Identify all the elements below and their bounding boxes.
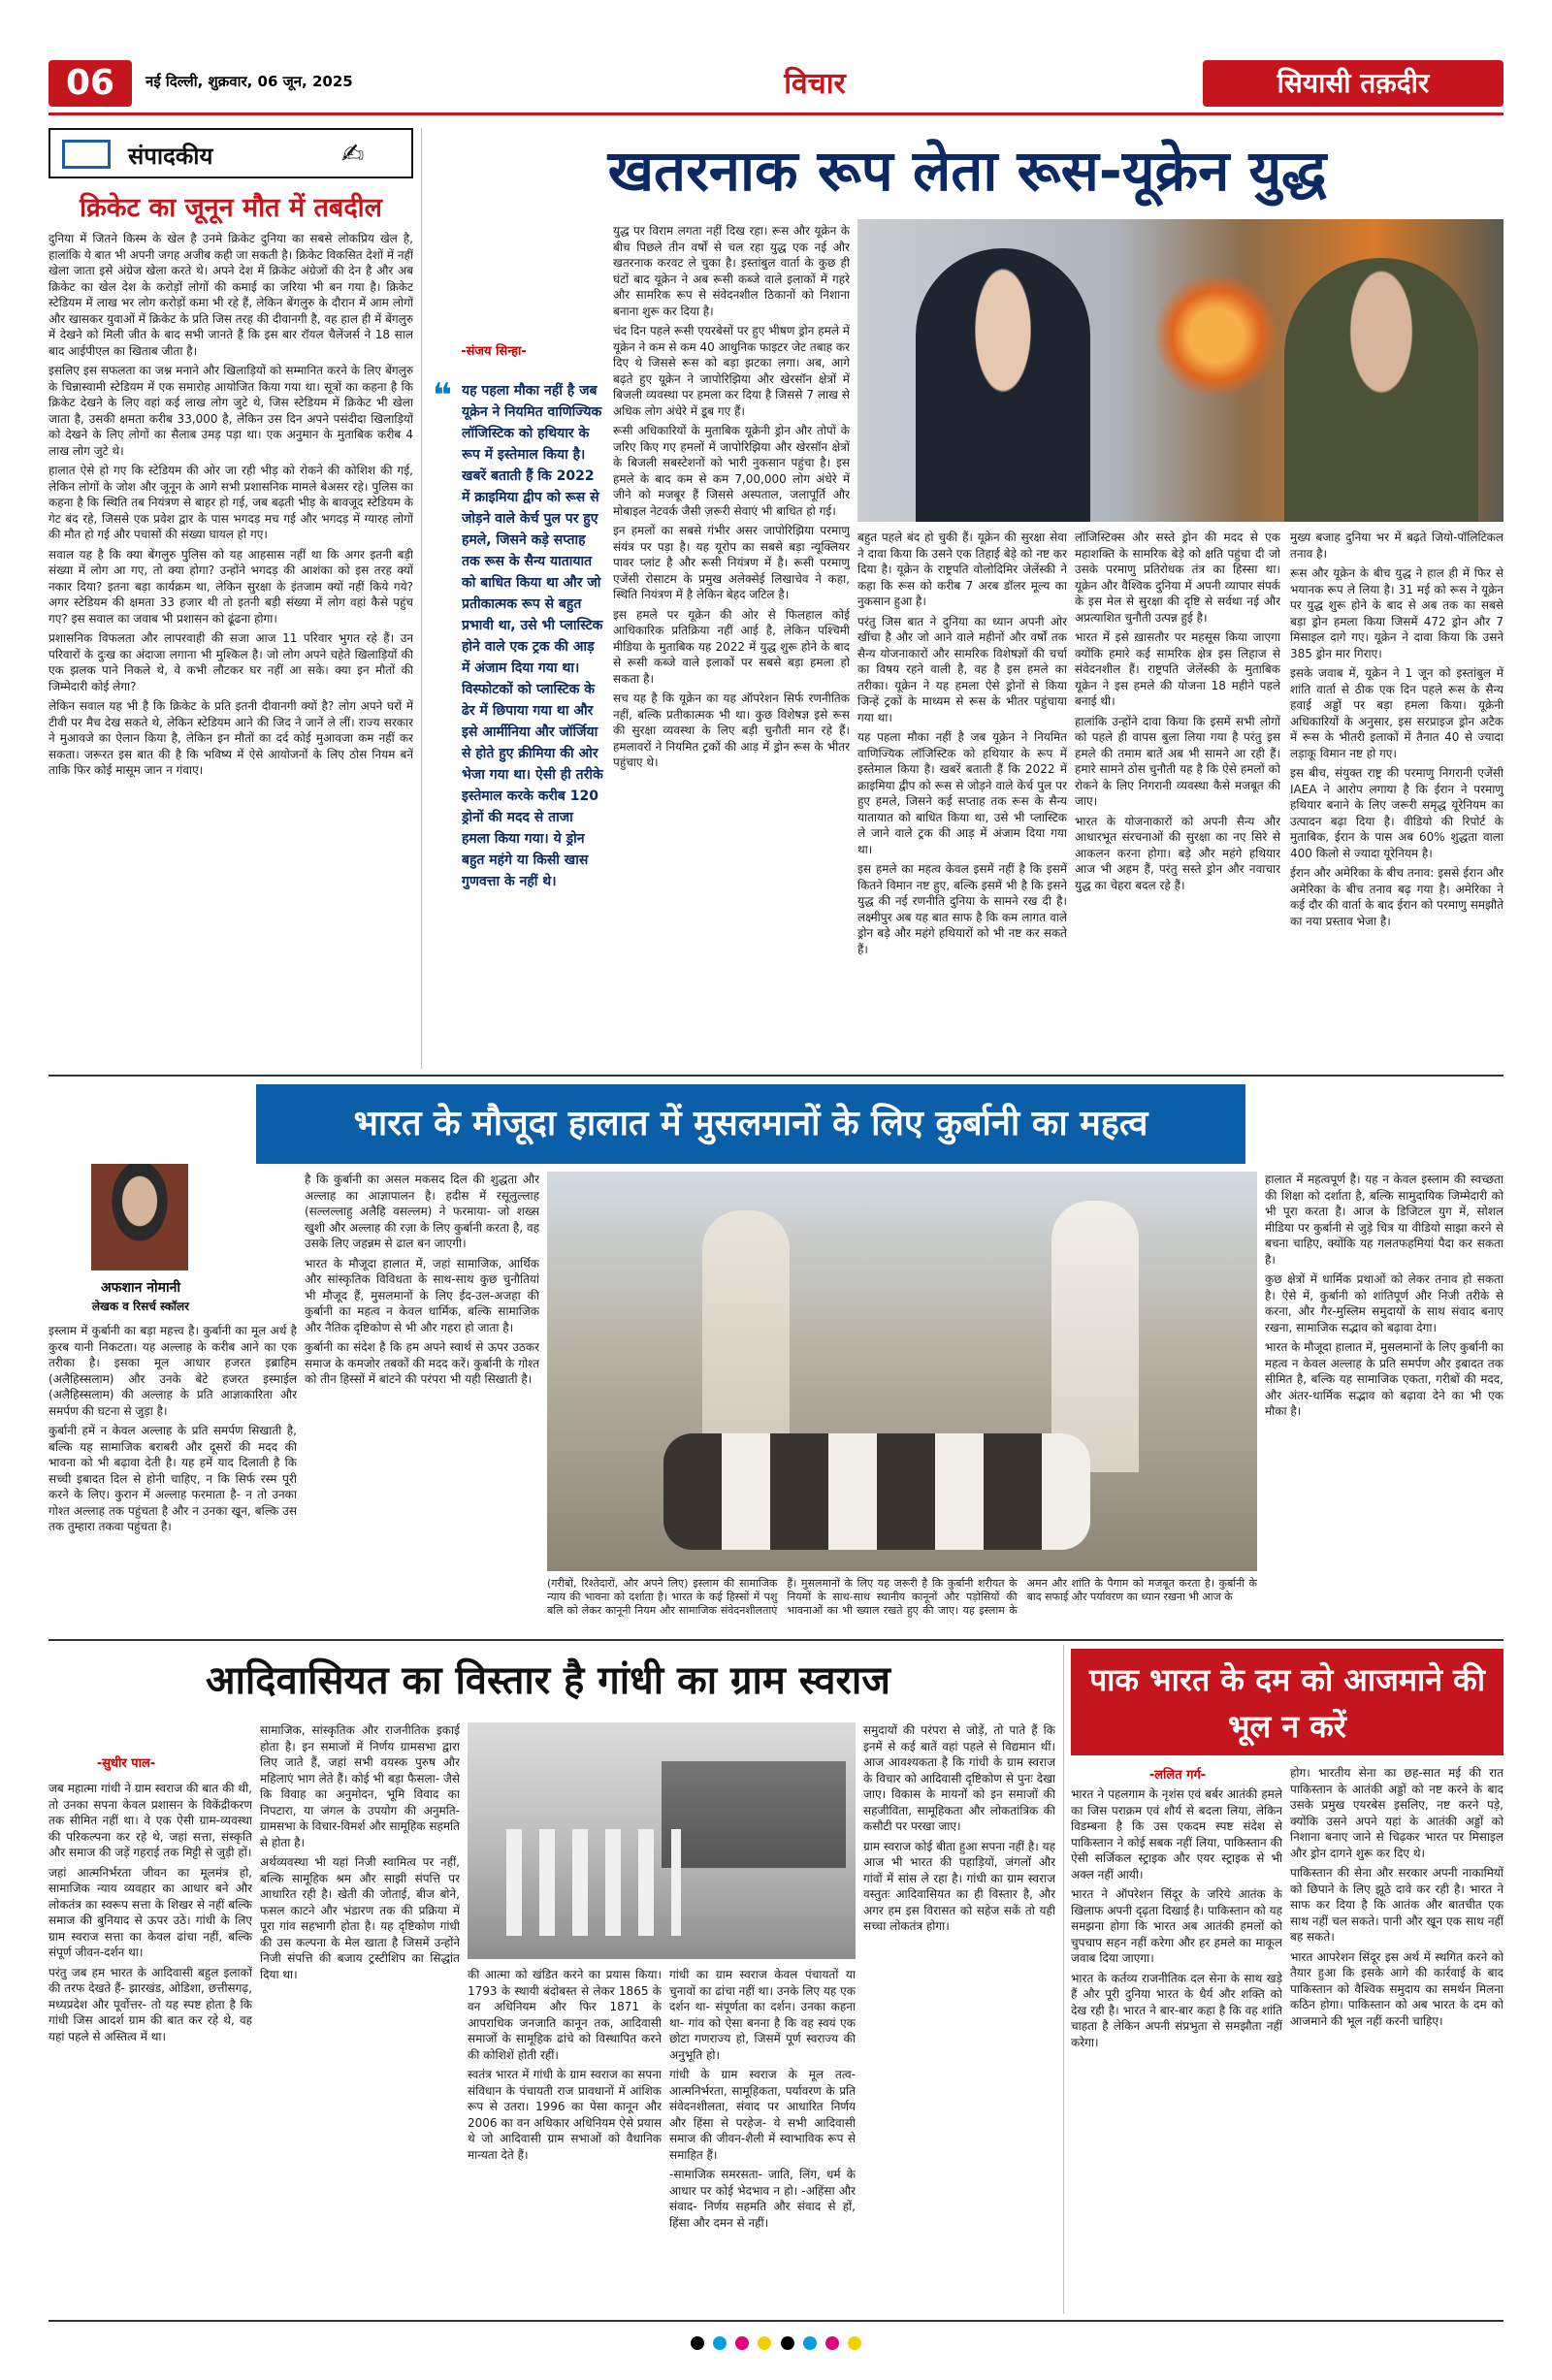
- pak-byline: -ललित गर्ग-: [1148, 1768, 1207, 1783]
- gandhi-photo: [468, 1722, 856, 1959]
- pak-headline-banner: [1071, 1649, 1504, 1755]
- lead-para: इस बीच, संयुक्त राष्ट्र की परमाणु निगरानी एजेंसी IAEA ने आरोप लगाया है कि ईरान ने परमाणु हथियार बनाने के लिए जरूरी समृद्ध यूरेनियम का उत्पादन बढ़ा दिया है। वीडियो की रिपोर्ट के मुताबिक, ईरान के पास अब 60% शुद्धता वाला 400 किलो से ज्यादा यूरेनियम है।: [1290, 766, 1504, 860]
- pak-col-a: [1071, 1786, 1282, 2312]
- lead-col-c: [1075, 530, 1280, 1067]
- pullquote-text: यह पहला मौका नहीं है जब यूक्रेन ने नियमित वाणिज्यिक लॉजिस्टिक को हथियार के रूप में इस्तेमाल किया है। खबरें बताती हैं कि 2022 में क्राइमिया द्वीप को रूस से जोड़ने वाले केर्च पुल पर हुए हमले, जिसने कड़े सप्ताह तक रूस के सैन्य यातायात को बाधित किया था और जो प्रतीकात्मक रूप से बहुत प्रभावी था, उसे भी प्लास्टिक होने वाले एक ट्रक की आड़ में अंजाम दिया गया था। विस्फोटकों को प्लास्टिक के ढेर में छिपाया गया था और इसे आर्मीनिया और जॉर्जिया से होते हुए क्रीमिया की ओर भेजा गया था। ऐसी ही तरीके इस्तेमाल करके करीब 120 ड्रोनों की मदद से ताजा हमला किया गया। ये ड्रोन बहुत महंगे या किसी खास गुणवत्ता के नहीं थे।: [462, 383, 603, 889]
- pen-icon: ✍: [341, 138, 365, 170]
- mid-col-a: [48, 1323, 297, 1631]
- gandhi-col-a: [48, 1781, 252, 2312]
- gandhi-para: -सामाजिक समरसता- जाति, लिंग, धर्म के आधार पर कोई भेदभाव न हो। -अहिंसा और संवाद- निर्णय सहमति और संवाद से हों, हिंसा और दमन से नहीं।: [669, 2168, 856, 2230]
- checkbox-icon: [62, 140, 111, 169]
- dateline: नई दिल्ली, शुक्रवार, 06 जून, 2025: [146, 73, 353, 90]
- editorial-para: लेकिन सवाल यह भी है कि क्रिकेट के प्रति इतनी दीवानगी क्यों है? लोग अपने घरों में टीवी पर मैच देख सकते थे, लेकिन स्टेडियम आने की जिद ने जानें ले लीं। राज्य सरकार ने मुआवजे का ऐलान किया है, लेकिन इन मौतों का दर्द कोई मुआवजा कम नहीं कर सकता। जरूरत इस बात की है कि भविष्य में ऐसे आयोजनों के लिए ठोस नियम बनें ताकि फिर कोई मासूम जान न गंवाए।: [48, 699, 413, 777]
- editorial-label: संपादकीय: [128, 143, 213, 170]
- lead-para: इन हमलों का सबसे गंभीर असर जापोरिझिया परमाणु संयंत्र पर पड़ा है। यह यूरोप का सबसे बड़ा न्यूक्लियर पावर प्लांट है और रूसी नियंत्रण में है। रूसी परमाणु एजेंसी रोसाटम के प्रमुख अलेक्सेई लिखाचेव ने कहा, स्थिति नियंत्रण में है लेकिन बेहद जटिल है।: [613, 524, 850, 601]
- editorial-para: इसलिए इस सफलता का जश्न मनाने और खिलाड़ियों को सम्मानित करने के लिए बेंगलुरु के चिन्नास्वामी स्टेडियम में एक समारोह आयोजित किया गया था। सूत्रों का कहना है कि क्रिकेट देखने के लिए वहां कई लाख लोग जुटे थे, जिस स्टेडियम में क्रिकेट भी खेला जाता है, उसकी क्षमता करीब 33,000 है, लेकिन उस दिन अपने पसंदीदा खिलाड़ियों को देखने के लिए लोगों का सैलाब उमड़ पड़ा था। एक अनुमान के मुताबिक करीब 4 लाख लोग जुटे थे।: [48, 364, 413, 458]
- lead-para: लॉजिस्टिक्स और सस्ते ड्रोन की मदद से एक महाशक्ति के सामरिक बेड़े को क्षति पहुंचा दी जो उसके परमाणु प्रतिरोधक तंत्र का हिस्सा था। यूक्रेन और वैश्विक दुनिया में अपनी व्यापार संपर्क के इस मेल से सुरक्षा की दृष्टि से सर्वथा नई और अप्रत्याशित चुनौती उत्पन्न हुई है।: [1075, 531, 1280, 625]
- lead-para: भारत में इसे ख़ासतौर पर महसूस किया जाएगा क्योंकि हमारे कई सामरिक क्षेत्र इस लिहाज से संवेदनशील हैं। राष्ट्रपति जेलेंस्की के मुताबिक यूक्रेन ने इस हमले की योजना 18 महीने पहले बनाई थी।: [1075, 630, 1280, 708]
- fire-smoke: [1148, 277, 1284, 394]
- lead-pullquote: [462, 380, 605, 1001]
- mid-col-c: [1265, 1172, 1504, 1631]
- gandhi-para: ग्राम स्वराज कोई बीता हुआ सपना नहीं है। यह आज भी भारत की पहाड़ियों, जंगलों और गांवों में सांस ले रहा है। गांधी का ग्राम स्वराज वस्तुतः आदिवासियत का ही विस्तार है, और अगर हम इस विरासत को सहेज सकें तो यही सच्चा लोकतंत्र होगा।: [863, 1839, 1055, 1933]
- mid-col-b: [305, 1172, 539, 1631]
- gandhi-para: स्वतंत्र भारत में गांधी के ग्राम स्वराज का सपना संविधान के पंचायती राज प्रावधानों में आंशिक रूप से उतरा। 1996 का पेसा कानून और 2006 का वन अधिकार अधिनियम ऐसे प्रयास थे जो आदिवासी ग्राम सभाओं को वैधानिक मान्यता देते हैं।: [468, 2068, 662, 2162]
- mid-headline-banner: [256, 1084, 1245, 1164]
- walking-figures: [506, 1829, 681, 1936]
- lead-para: सच यह है कि यूक्रेन का यह ऑपरेशन सिर्फ रणनीतिक नहीं, बल्कि प्रतीकात्मक भी था। कुछ विशेषज्ञ इसे रूस की सुरक्षा व्यवस्था के लिए बड़ी चुनौती मान रहे हैं। हमलावरों ने नियमित ट्रकों की आड़ में ड्रोन रूस के भीतर पहुंचाए थे।: [613, 691, 850, 769]
- gandhi-col-e: [863, 1722, 1055, 2312]
- pak-para: भारत के कर्तव्य राजनीतिक दल सेना के साथ खड़े हैं और पूरी दुनिया भारत के धैर्य और शक्ति को देख रही है। भारत ने बार-बार कहा है कि वह शांति चाहता है लेकिन अपनी संप्रभुता से समझौता नहीं करेगा।: [1071, 1971, 1282, 2049]
- lead-col-d: [1290, 530, 1504, 1067]
- author-name: अफशान नोमानी: [100, 1280, 181, 1296]
- lead-para: हालांकि उन्होंने दावा किया कि इसमें सभी लोगों को पहले ही वापस बुला लिया गया है परंतु इस हमले की तमाम बातें अब भी सामने आ रही हैं। हमारे सामने ठोस चुनौती यह है कि ऐसे हमलों को रोकने के लिए निगरानी व्यवस्था कैसे मजबूत की जाए।: [1075, 714, 1280, 808]
- mid-para: हालात में महत्वपूर्ण है। यह न केवल इस्लाम की स्वच्छता की शिक्षा को दर्शाता है, बल्कि सामुदायिक जिम्मेदारी को भी पूरा करता है। आज के डिजिटल युग में, सोशल मीडिया पर कुर्बानी से जुड़े चित्र या वीडियो साझा करने से बचना चाहिए, क्योंकि यह गलतफहमियां पैदा कर सकता है।: [1265, 1173, 1504, 1267]
- registration-dot: [713, 2336, 727, 2350]
- footer-rule: [48, 2320, 1504, 2322]
- editorial-label-box: [48, 128, 413, 178]
- gandhi-col-d: [669, 1967, 856, 2312]
- hut: [662, 1761, 846, 1868]
- registration-dot: [735, 2336, 749, 2350]
- registration-dot: [848, 2336, 861, 2350]
- column-divider: [421, 128, 422, 1069]
- zelensky-figure: [1284, 258, 1478, 522]
- gandhi-para: गांधी के ग्राम स्वराज के मूल तत्व- आत्मनिर्भरता, सामूहिकता, पर्यावरण के प्रति संवेदनशीलता, संवाद पर आधारित निर्णय और हिंसा से परहेज- ये सभी आदिवासी समाज की जीवन-शैली में स्वाभाविक रूप से समाहित हैं।: [669, 2068, 856, 2162]
- gandhi-para: जब महात्मा गांधी ने ग्राम स्वराज की बात की थी, तो उनका सपना केवल प्रशासन के विकेंद्रीकरण तक सीमित नहीं था। वे एक ऐसी ग्राम-व्यवस्था की परिकल्पना कर रहे थे, जहां सत्ता, संस्कृति और समाज की जड़ें गहराई तक मिट्टी से जुड़ी हों।: [48, 1782, 252, 1859]
- lead-para: रूस और यूक्रेन के बीच युद्ध ने हाल ही में फिर से भयानक रूप ले लिया है। 31 मई को रूस ने यूक्रेन पर युद्ध शुरू होने के बाद से अब तक का सबसे बड़ा ड्रोन हमला किया जिसमें 472 ड्रोन और 7 मिसाइल दागे गए। यूक्रेन ने दावा किया कि उसने 385 ड्रोन मार गिराए।: [1290, 566, 1504, 660]
- pak-para: भारत आपरेशन सिंदूर इस अर्थ में स्थगित करने को तैयार हुआ कि इसके आगे की कार्रवाई के बाद पाकिस्तान को वैश्विक समुदाय का समर्थन मिलना कठिन होगा। पाकिस्तान को अब भारत के दम को आजमाने की भूल नहीं करनी चाहिए।: [1290, 1949, 1504, 2028]
- gandhi-para: समुदायों की परंपरा से जोड़ें, तो पाते हैं कि इनमें से कई बातें वहां पहले से विद्यमान थीं। आज आवश्यकता है कि गांधी के ग्राम स्वराज के विचार को आदिवासी दृष्टिकोण से पुनः देखा जाए। विकास के मायनों को इन समाजों की सहजीविता, सामूहिकता और लोकतांत्रिक की कसौटी पर परखा जाए।: [863, 1723, 1055, 1833]
- mid-para: इस्लाम में कुर्बानी का बड़ा महत्त्व है। कुर्बानी का मूल अर्थ है कुरब यानी निकटता। यह अल्लाह के करीब आने का एक तरीका है। इसका मूल आधार हजरत इब्राहिम (अलैहिस्सलाम) और उनके बेटे हजरत इस्माईल (अलैहिस्सलाम) की अल्लाह के प्रति आज्ञाकारिता और समर्पण की घटना से जुड़ा है।: [48, 1324, 297, 1418]
- section-rule: [48, 1639, 1504, 1641]
- mid-para: कुर्बानी हमें न केवल अल्लाह के प्रति समर्पण सिखाती है, बल्कि यह सामाजिक बराबरी और दूसरों की मदद की भावना को भी बढ़ावा देती है। यह हमें याद दिलाती है कि सच्ची इबादत दिल से होनी चाहिए, न कि सिर्फ रस्म पूरी करने के लिए। कुरान में अल्लाह फरमाता है- न तो उनका गोश्त अल्लाह तक पहुंचता है और न उनका खून, बल्कि उस तक तुम्हारा तकवा पहुंचता है।: [48, 1424, 297, 1533]
- lead-para: इस हमले का महत्व केवल इसमें नहीं है कि इसमें कितने विमान नष्ट हुए, बल्कि इसमें भी है कि इसने युद्ध की नई रणनीति दुनिया के सामने रख दी है। लक्ष्मीपुर अब यह बात साफ है कि कम लागत वाले ड्रोन बड़े और महंगे हथियारों को भी नष्ट कर सकते हैं।: [857, 862, 1067, 956]
- lead-para: रूसी अधिकारियों के मुताबिक यूक्रेनी ड्रोन और तोपों के जरिए किए गए हमलों में जापोरिझिया और खेरसॉन क्षेत्रों के बिजली सबस्टेशनों को भारी नुकसान पहुंचा है। इस हमले के बाद कम से कम 7,00,000 लोग अंधेरे में जीने को मजबूर हैं जिससे अस्पताल, जलापूर्ति और मोबाइल नेटवर्क जैसी ज़रूरी सेवाएं भी बाधित हो गई।: [613, 424, 850, 518]
- lead-para: बहुत पहले बंद हो चुकी हैं। यूक्रेन की सुरक्षा सेवा ने दावा किया कि उसने एक तिहाई बेड़े को नष्ट कर दिया है। यूक्रेन के राष्ट्रपति वोलोदिमिर जेलेंस्की ने कहा कि रूस को करीब 7 अरब डॉलर मूल्य का नुकसान हुआ है।: [857, 531, 1067, 608]
- lead-photo: [857, 219, 1504, 522]
- editorial-body: [48, 231, 413, 1067]
- putin-figure: [916, 248, 1090, 522]
- pak-para: होग। भारतीय सेना का छह-सात मई की रात पाकिस्तान के आतंकी अड्डों को नष्ट करने के बाद उसके प्रमुख एयरबेस इसलिए, नष्ट करने पड़े, क्योंकि उसने अपने यहां के आतंकी अड्डों को निशाना बनाए जाने से चिढ़कर भारत पर मिसाइल और ड्रोन दागने शुरू कर दिए थे।: [1290, 1766, 1504, 1860]
- editorial-para: सवाल यह है कि क्या बेंगलुरु पुलिस को यह आहसास नहीं था कि अगर इतनी बड़ी संख्या में लोग आ गए, तो क्या होगा? उन्होंने भगदड़ की आशंका को इस तरह क्यों नकार दिया? इतना बड़ा कार्यक्रम था, लेकिन सुरक्षा के इंतजाम क्यों नहीं किये गये? अगर स्टेडियम की क्षमता 33 हजार थी तो इतनी बड़ी संख्या में लोग वहां कैसे पहुंच गए? इस सवाल का जवाब भी प्रशासन को ढूंढना होगा।: [48, 547, 413, 626]
- gandhi-col-b: [260, 1722, 460, 2312]
- lead-para: यह पहला मौका नहीं है जब यूक्रेन ने नियमित वाणिज्यिक लॉजिस्टिक को हथियार के रूप में इस्तेमाल किया है। खबरें बताती हैं कि 2022 में क्राइमिया द्वीप को रूस से जोड़ने वाले केर्च पुल पर हुए हमले, जिसने कई सप्ताह तक रूस के सैन्य यातायात को बाधित किया था, उसे भी प्लास्टिक ले जाने वाले ट्रक की आड़ में अंजाम दिया गया था।: [857, 730, 1067, 856]
- editorial-para: प्रशासनिक विफलता और लापरवाही की सजा आज 11 परिवार भुगत रहे हैं। उन परिवारों के दुःख का अंदाजा लगाना भी मुश्किल है। जो लोग अपने चहेते खिलाड़ियों की एक झलक पाने निकले थे, वे कभी लौटकर घर नहीं आ सके। क्या इन मौतों की जिम्मेदारी कोई लेगा?: [48, 631, 413, 693]
- goat-market-photo: [547, 1172, 1257, 1571]
- mid-headline: भारत के मौजूदा हालात में मुसलमानों के लिए कुर्बानी का महत्व: [353, 1104, 1148, 1143]
- lead-para: ईरान और अमेरिका के बीच तनाव: इससे ईरान और अमेरिका के बीच तनाव बढ़ गया है। अमेरिका ने कई दौर की वार्ता के बाद ईरान को परमाणु समझौते का नया प्रस्ताव भेजा है।: [1290, 866, 1504, 928]
- lead-col-a: [613, 223, 850, 1067]
- gandhi-headline: आदिवासियत का विस्तार है गांधी का ग्राम स्वराज: [206, 1658, 890, 1703]
- registration-dot: [781, 2336, 794, 2350]
- mid-para: कुर्बानी का संदेश है कि हम अपने स्वार्थ से ऊपर उठकर समाज के कमजोर तबकों की मदद करें। कुर्बानी के गोश्त को तीन हिस्सों में बांटने की परंपरा भी यही सिखाती है।: [305, 1340, 539, 1386]
- color-registration-marks: [0, 2335, 1552, 2354]
- registration-dot: [758, 2336, 771, 2350]
- gandhi-para: सामाजिक, सांस्कृतिक और राजनीतिक इकाई होता है। इन समाजों में निर्णय ग्रामसभा द्वारा लिए जाते हैं, जहां सभी वयस्क पुरुष और महिलाएं भाग लेते हैं। कोई भी बड़ा फैसला- जैसे कि विवाह का अनुमोदन, भूमि विवाद का निपटारा, या जंगल के उपयोग की अनुमति- ग्रामसभा के विचार-विमर्श और सामूहिक सहमति से होता है।: [260, 1723, 460, 1849]
- lead-headline: खतरनाक रूप लेता रूस-यूक्रेन युद्ध: [607, 138, 1327, 204]
- photo-caption: (गरीबों, रिश्तेदारों, और अपने लिए) इस्लाम की सामाजिक न्याय की भावना को दर्शाता है। भारत के कई हिस्सों में पशु बलि को लेकर कानूनी नियम और सामाजिक संवेदनशीलताएं हैं। मुसलमानों के लिए यह जरूरी है कि कुर्बानी शरीयत के नियमों के साथ-साथ स्थानीय कानूनों और पड़ोसियों की भावनाओं का भी ख्याल रखते हुए की जाए। यह इस्लाम के अमन और शांति के पैगाम को मजबूत करता है। कुर्बानी के बाद सफाई और पर्यावरण का ध्यान रखना भी आज के: [547, 1577, 1257, 1617]
- registration-dot: [691, 2336, 704, 2350]
- pak-headline: पाक भारत के दम को आजमाने की भूल न करें: [1088, 1661, 1486, 1745]
- masthead-rule: [48, 113, 1504, 115]
- section-title: विचार: [784, 67, 846, 101]
- gandhi-para: परंतु जब हम भारत के आदिवासी बहुल इलाकों की तरफ देखते हैं- झारखंड, ओडिशा, छत्तीसगढ़, मध्यप्रदेश और पूर्वोत्तर- तो यह स्पष्ट होता है कि गांधी जिस आदर्श ग्राम की बात कर रहे थे, वह यहां पहले से अस्तित्व में था।: [48, 1965, 252, 2043]
- brand-banner: सियासी तक़दीर: [1203, 60, 1504, 107]
- mid-para: भारत के मौजूदा हालात में, मुसलमानों के लिए कुर्बानी का महत्व न केवल अल्लाह के प्रति समर्पण और इबादत तक सीमित है, बल्कि यह सामाजिक एकता, गरीबों की मदद, और अंतर-धार्मिक सद्भाव को बढ़ावा देने का भी एक मौका है।: [1265, 1340, 1504, 1418]
- page-number: 06: [48, 60, 132, 107]
- lead-para: युद्ध पर विराम लगता नहीं दिख रहा। रूस और यूक्रेन के बीच पिछले तीन वर्षों से चल रहा युद्ध एक नई और खतरनाक करवट ले चुका है। इस्तांबुल वार्ता के कुछ ही घंटों बाद यूक्रेन ने अब रूसी कब्जे वाले इलाकों में गहरे और सामरिक रूप से संवेदनशील ठिकानों को निशाना बनाना शुरू कर दिया है।: [613, 224, 850, 318]
- lead-para: चंद दिन पहले रूसी एयरबेसों पर हुए भीषण ड्रोन हमले में यूक्रेन ने कम से कम 40 आधुनिक फाइटर जेट तबाह कर दिए थे जिससे रूस को बड़ा झटका लगा। अब, आगे बढ़ते हुए यूक्रेन ने जापोरिझिया और खेरसॉन क्षेत्रों में बिजली व्यवस्था पर हमला कर दिया है जिससे 7 लाख से अधिक लोग अंधेरे में डूब गए हैं।: [613, 324, 850, 418]
- column-divider: [1063, 1645, 1064, 2314]
- gandhi-col-c: [468, 1967, 662, 2312]
- pak-para: पाकिस्तान की सेना और सरकार अपनी नाकामियों को छिपाने के लिए झूठे दावे कर रही है। भारत ने साफ कर दिया है कि आतंक और बातचीत एक साथ नहीं चल सकते। पानी और खून एक साथ नहीं बह सकते।: [1290, 1866, 1504, 1944]
- quote-icon: ❝: [433, 376, 452, 415]
- pak-para: भारत ने ऑपरेशन सिंदूर के जरिये आतंक के खिलाफ अपनी दृढ़ता दिखाई है। पाकिस्तान को यह समझना होगा कि भारत अब आतंकी हमलों को चुपचाप सहन नहीं करेगा और हर हमले का माकूल जवाब दिया जाएगा।: [1071, 1887, 1282, 1965]
- pak-para: भारत ने पहलगाम के नृशंस एवं बर्बर आतंकी हमले का जिस पराक्रम एवं शौर्य से बदला लिया, लेकिन विडम्बना है कि उस एकदम स्पष्ट संदेश से पाकिस्तान ने कोई सबक नहीं लिया, पाकिस्तान की ऐसी सर्जिकल स्ट्राइक और एयर स्ट्राइक से भी अक्ल नहीं आयी।: [1071, 1787, 1282, 1881]
- editorial-para: दुनिया में जितने किस्म के खेल है उनमे क्रिकेट दुनिया का सबसे लोकप्रिय खेल है, हालांकि ये बात भी अपनी जगह अजीब कही जा सकती है। क्रिकेट विकसित देशों में नहीं खेला जाता इसे अंग्रेज खेला करते थे। अपने देश में क्रिकेट अंग्रेजों की देन है और अब क्रिकेट का खेल देश के करोड़ों लोगों की कमाई का जरिया भी बन गया है। क्रिकेट स्टेडियम में लाख भर लोग करोड़ों कमा भी रहे हैं, लेकिन बेंगलुरु के दौरान में आम लोगों और खासकर युवाओं में क्रिकेट के प्रति जिस तरह की दीवानगी है, वह हाल ही में बेंगलुरु में देखने को मिली जीत के बाद सभी जानते हैं कि इस बार रॉयल चैलेंजर्स ने 18 साल बाद आईपीएल का खिताब जीता है।: [48, 232, 413, 358]
- mid-para: है कि कुर्बानी का असल मकसद दिल की शुद्धता और अल्लाह का आज्ञापालन है। हदीस में रसूलुल्लाह (सल्लल्लाहु अलैहि वसल्लम) ने फरमाया- जो शख्स खुशी और अल्लाह की रज़ा के लिए कुर्बानी करता है, वह उसके लिए जहन्नम से ढाल बन जाएगी।: [305, 1173, 539, 1250]
- registration-dot: [825, 2336, 839, 2350]
- section-rule: [48, 1075, 1504, 1077]
- author-photo: [91, 1164, 188, 1270]
- lead-para: भारत के योजनाकारों को अपनी सैन्य और आधारभूत संरचनाओं की सुरक्षा का नए सिरे से आकलन करना होगा। बड़े और महंगे हथियार आज भी अहम हैं, परंतु सस्ते ड्रोन और नवाचार युद्ध का चेहरा बदल रहे हैं।: [1075, 814, 1280, 892]
- lead-byline: -संजय सिन्हा-: [461, 344, 527, 359]
- gandhi-byline: -सुधीर पाल-: [96, 1756, 156, 1771]
- pak-col-b: [1290, 1765, 1504, 2312]
- gandhi-para: जहां आत्मनिर्भरता जीवन का मूलमंत्र हो, सामाजिक न्याय व्यवहार का आधार बने और लोकतंत्र का स्वरूप सत्ता के शिखर से नहीं बल्कि समाज की बुनियाद से ऊपर उठे। गांधी के लिए ग्राम स्वराज सत्ता का केवल ढांचा नहीं, बल्कि संपूर्ण जीवन-दर्शन था।: [48, 1865, 252, 1959]
- author-role: लेखक व रिसर्च स्कॉलर: [91, 1300, 190, 1313]
- lead-col-b: [857, 530, 1067, 1067]
- gandhi-para: गांधी का ग्राम स्वराज केवल पंचायतों या चुनावों का ढांचा नहीं था। उनके लिए यह एक दर्शन था- संपूर्णता का दर्शन। उनका कहना था- गांव को ऐसा बनना है कि वह स्वयं एक छोटा गणराज्य हो, जिसमें पूर्ण स्वराज्य की अनुभूति हो।: [669, 1968, 856, 2062]
- lead-para: मुख्य बजाह दुनिया भर में बढ़ते जियो-पॉलिटिकल तनाव है।: [1290, 531, 1504, 561]
- mid-para: कुछ क्षेत्रों में धार्मिक प्रथाओं को लेकर तनाव हो सकता है। ऐसे में, कुर्बानी को शांतिपूर्ण और निजी तरीके से करना, और गैर-मुस्लिम समुदायों के साथ संवाद बनाए रखना, सामाजिक सद्भाव को बढ़ावा देगा।: [1265, 1272, 1504, 1335]
- editorial-headline: क्रिकेट का जूनून मौत में तबदील: [80, 193, 382, 223]
- gandhi-para: अर्थव्यवस्था भी यहां निजी स्वामित्व पर नहीं, बल्कि सामूहिक श्रम और साझी संपत्ति पर आधारित रही है। खेती की जोताई, बीज बोने, फसल काटने और भंडारण तक की प्रक्रिया में पूरा गांव सहभागी होता है। यह दृष्टिकोण गांधी की उस कल्पना के मेल खाता है जिसमें उन्होंने निजी संपत्ति की बजाय ट्रस्टीशिप का सिद्धांत दिया था।: [260, 1855, 460, 1981]
- lead-para: परंतु जिस बात ने दुनिया का ध्यान अपनी ओर खींचा है और जो आने वाले महीनों और वर्षों तक सैन्य योजनाकारों और सामरिक विशेषज्ञों की चर्चा का विषय रहने वाली है, वह है इस हमले का तरीका। यूक्रेन ने यह हमला ऐसे ड्रोनों से किया जिन्हें ट्रकों के माध्यम से रूस के भीतर पहुंचाया गया था।: [857, 614, 1067, 724]
- gandhi-para: की आत्मा को खंडित करने का प्रयास किया। 1793 के स्थायी बंदोबस्त से लेकर 1865 के वन अधिनियम और फिर 1871 के आपराधिक जनजाति कानून तक, आदिवासी समाजों के सामूहिक ढांचे को विस्थापित करने की कोशिशें होती रहीं।: [468, 1968, 662, 2062]
- lead-para: इसके जवाब में, यूक्रेन ने 1 जून को इस्तांबुल में शांति वार्ता से ठीक एक दिन पहले रूस के सैन्य हवाई अड्डों पर बड़ा हमला किया। यूक्रेनी अधिकारियों के अनुसार, इस सरप्राइज ड्रोन अटैक में रूस के भीतरी इलाकों में तैनात 40 से ज्यादा लड़ाकू विमान नष्ट हो गए।: [1290, 666, 1504, 760]
- man-figure: [1051, 1201, 1139, 1472]
- mid-para: भारत के मौजूदा हालात में, जहां सामाजिक, आर्थिक और सांस्कृतिक विविधता के साथ-साथ कुछ चुनौतियां भी मौजूद हैं, मुसलमानों के लिए ईद-उल-अजहा की कुर्बानी का महत्व न केवल धार्मिक, बल्कि सामाजिक और नैतिक दृष्टिकोण से भी और गहरा हो जाता है।: [305, 1256, 539, 1335]
- man-figure: [702, 1210, 790, 1463]
- lead-para: इस हमले पर यूक्रेन की ओर से फिलहाल कोई आधिकारिक प्रतिक्रिया नहीं आई है, लेकिन पश्चिमी मीडिया के मुताबिक यह 2022 में युद्ध शुरू होने के बाद से रूसी कब्जे वाले इलाकों पर सबसे बड़ा हमला हो सकता है।: [613, 607, 850, 686]
- masthead: [48, 60, 1504, 107]
- registration-dot: [803, 2336, 817, 2350]
- editorial-para: हालात ऐसे हो गए कि स्टेडियम की ओर जा रही भीड़ को रोकने की कोशिश की गई, लेकिन लोगों के जोश और जूनून के आगे सभी प्रशासनिक मामले बेअसर रहे। पुलिस का कहना है कि स्थिति तब नियंत्रण से बाहर हो गई, जब बढ़ती भीड़ के बावजूद स्टेडियम के गेट बंद रहे, जिससे एक प्रवेश द्वार के पास भगदड़ मच गई और भगदड़ में ग्यारह लोगों की मौत हो गई और पचासों की संख्या घायल हो गए।: [48, 464, 413, 541]
- goats: [663, 1433, 1090, 1550]
